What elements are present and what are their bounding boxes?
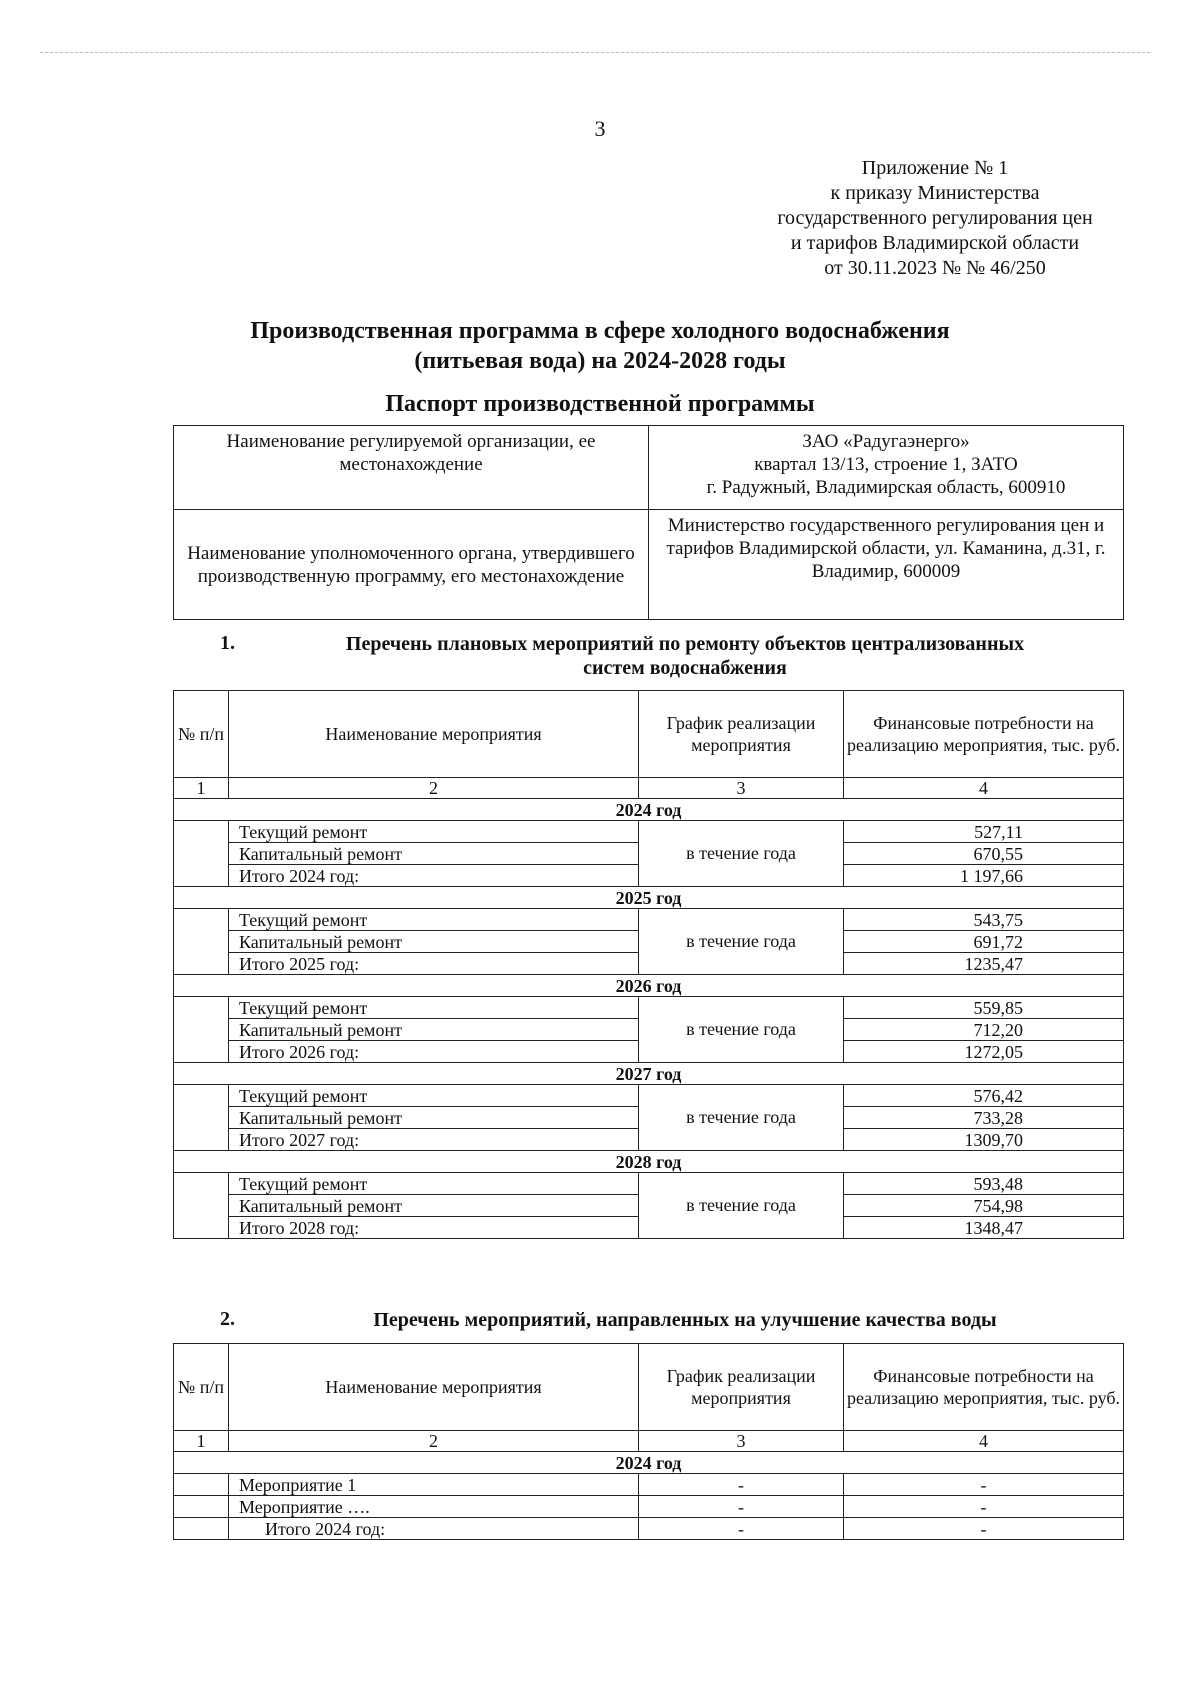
year-row [174, 1151, 1124, 1173]
repair-name: Капитальный ремонт [229, 931, 639, 953]
appendix-line: Приложение № 1 [861, 157, 1009, 179]
measure-name: Мероприятие 1 [229, 1474, 639, 1496]
finance-total: 1 197,66 [844, 865, 1124, 887]
finance-total: 1235,47 [844, 953, 1124, 975]
row-number-cell [174, 1173, 229, 1239]
header-finance: Финансовые потребности на реализацию мероприятия, тыс. руб. [844, 1344, 1124, 1431]
section-title-line: систем водоснабжения [583, 657, 787, 679]
row-number-cell [174, 1474, 229, 1496]
finance-total: 1348,47 [844, 1217, 1124, 1239]
schedule-cell: - [639, 1518, 844, 1540]
finance-value: 543,75 [844, 909, 1124, 931]
year-row [174, 887, 1124, 909]
row-number-cell [174, 1085, 229, 1151]
passport-table [173, 425, 1124, 620]
finance-value: 754,98 [844, 1195, 1124, 1217]
year-label: 2024 год [174, 1452, 1124, 1474]
passport-label: Наименование уполномоченного органа, утвердившего производственную программу, его местонахождение [174, 510, 649, 620]
header-schedule: График реализации мероприятия [639, 1344, 844, 1431]
column-number-row [174, 778, 1124, 799]
section-number: 2. [220, 1308, 235, 1330]
document-title [0, 316, 1200, 376]
schedule-cell: в течение года [639, 997, 844, 1063]
total-label: Итого 2025 год: [229, 953, 639, 975]
total-label: Итого 2026 год: [229, 1041, 639, 1063]
passport-value: Министерство государственного регулирования цен и тарифов Владимирской области, ул. Каманина, д.31, г. Владимир, 600009 [649, 510, 1124, 620]
table-row [174, 1474, 1124, 1496]
passport-title: Паспорт производственной программы [385, 391, 815, 417]
finance-value: 576,42 [844, 1085, 1124, 1107]
repair-name: Капитальный ремонт [229, 1019, 639, 1041]
row-number-cell [174, 909, 229, 975]
section-title-line: Перечень мероприятий, направленных на улучшение качества воды [373, 1309, 997, 1331]
page-number: 3 [594, 116, 606, 141]
table-row [174, 997, 1124, 1019]
schedule-cell: в течение года [639, 1085, 844, 1151]
header-no: № п/п [174, 1344, 229, 1431]
repair-name: Текущий ремонт [229, 997, 639, 1019]
schedule-cell: в течение года [639, 1173, 844, 1239]
column-number: 4 [844, 778, 1124, 799]
appendix-line: от 30.11.2023 № № 46/250 [824, 257, 1046, 279]
column-number-row [174, 1431, 1124, 1452]
year-label: 2027 год [174, 1063, 1124, 1085]
row-number-cell [174, 821, 229, 887]
header-name: Наименование мероприятия [229, 1344, 639, 1431]
document-title-line: (питьевая вода) на 2024-2028 годы [414, 348, 786, 374]
table-row [174, 909, 1124, 931]
schedule-cell: - [639, 1496, 844, 1518]
passport-value-line: ЗАО «Радугаэнерго» [802, 431, 970, 452]
appendix-line: государственного регулирования цен [777, 207, 1093, 229]
column-number: 2 [229, 778, 639, 799]
section-title-line: Перечень плановых мероприятий по ремонту объектов централизованных [345, 633, 1025, 655]
passport-row [174, 510, 1124, 620]
section-2-title [170, 1308, 1120, 1332]
section-number: 1. [220, 632, 235, 654]
column-number: 2 [229, 1431, 639, 1452]
finance-value: 670,55 [844, 843, 1124, 865]
table-header-row [174, 1344, 1124, 1431]
row-number-cell [174, 1518, 229, 1540]
finance-cell: - [844, 1518, 1124, 1540]
finance-value: 593,48 [844, 1173, 1124, 1195]
scan-edge-artifact [40, 52, 1150, 53]
year-row [174, 799, 1124, 821]
passport-label: Наименование регулируемой организации, ее местонахождение [174, 426, 649, 510]
year-row [174, 1063, 1124, 1085]
column-number: 1 [174, 1431, 229, 1452]
finance-value: 527,11 [844, 821, 1124, 843]
total-label: Итого 2027 год: [229, 1129, 639, 1151]
repair-name: Текущий ремонт [229, 1085, 639, 1107]
passport-value [649, 426, 1124, 510]
passport-row [174, 426, 1124, 510]
finance-value: 691,72 [844, 931, 1124, 953]
header-name: Наименование мероприятия [229, 691, 639, 778]
appendix-block [720, 156, 1150, 281]
year-label: 2028 год [174, 1151, 1124, 1173]
row-number-cell [174, 997, 229, 1063]
repair-name: Капитальный ремонт [229, 1107, 639, 1129]
schedule-cell: - [639, 1474, 844, 1496]
schedule-cell: в течение года [639, 821, 844, 887]
finance-total: 1272,05 [844, 1041, 1124, 1063]
section-1-title [170, 632, 1120, 680]
finance-value: 559,85 [844, 997, 1124, 1019]
year-row [174, 1452, 1124, 1474]
column-number: 1 [174, 778, 229, 799]
water-quality-table [173, 1343, 1124, 1540]
column-number: 3 [639, 778, 844, 799]
year-label: 2026 год [174, 975, 1124, 997]
passport-value-line: г. Радужный, Владимирская область, 600910 [706, 477, 1066, 498]
finance-total: 1309,70 [844, 1129, 1124, 1151]
total-label: Итого 2028 год: [229, 1217, 639, 1239]
row-number-cell [174, 1496, 229, 1518]
table-row [174, 1518, 1124, 1540]
header-no: № п/п [174, 691, 229, 778]
repair-name: Текущий ремонт [229, 1173, 639, 1195]
repair-plan-table [173, 690, 1124, 1239]
document-title-line: Производственная программа в сфере холодного водоснабжения [250, 318, 950, 344]
column-number: 4 [844, 1431, 1124, 1452]
year-label: 2025 год [174, 887, 1124, 909]
repair-name: Текущий ремонт [229, 821, 639, 843]
passport-value-line: квартал 13/13, строение 1, ЗАТО [754, 454, 1018, 475]
repair-name: Капитальный ремонт [229, 843, 639, 865]
table-header-row [174, 691, 1124, 778]
finance-value: 733,28 [844, 1107, 1124, 1129]
column-number: 3 [639, 1431, 844, 1452]
table-row [174, 1496, 1124, 1518]
finance-cell: - [844, 1496, 1124, 1518]
total-label: Итого 2024 год: [229, 1518, 639, 1540]
repair-name: Текущий ремонт [229, 909, 639, 931]
appendix-line: к приказу Министерства [830, 182, 1040, 204]
header-finance: Финансовые потребности на реализацию мероприятия, тыс. руб. [844, 691, 1124, 778]
header-schedule: График реализации мероприятия [639, 691, 844, 778]
repair-name: Капитальный ремонт [229, 1195, 639, 1217]
finance-cell: - [844, 1474, 1124, 1496]
table-row [174, 1085, 1124, 1107]
year-row [174, 975, 1124, 997]
appendix-line: и тарифов Владимирской области [790, 232, 1080, 254]
finance-value: 712,20 [844, 1019, 1124, 1041]
year-label: 2024 год [174, 799, 1124, 821]
measure-name: Мероприятие …. [229, 1496, 639, 1518]
table-row [174, 821, 1124, 843]
table-row [174, 1173, 1124, 1195]
schedule-cell: в течение года [639, 909, 844, 975]
total-label: Итого 2024 год: [229, 865, 639, 887]
